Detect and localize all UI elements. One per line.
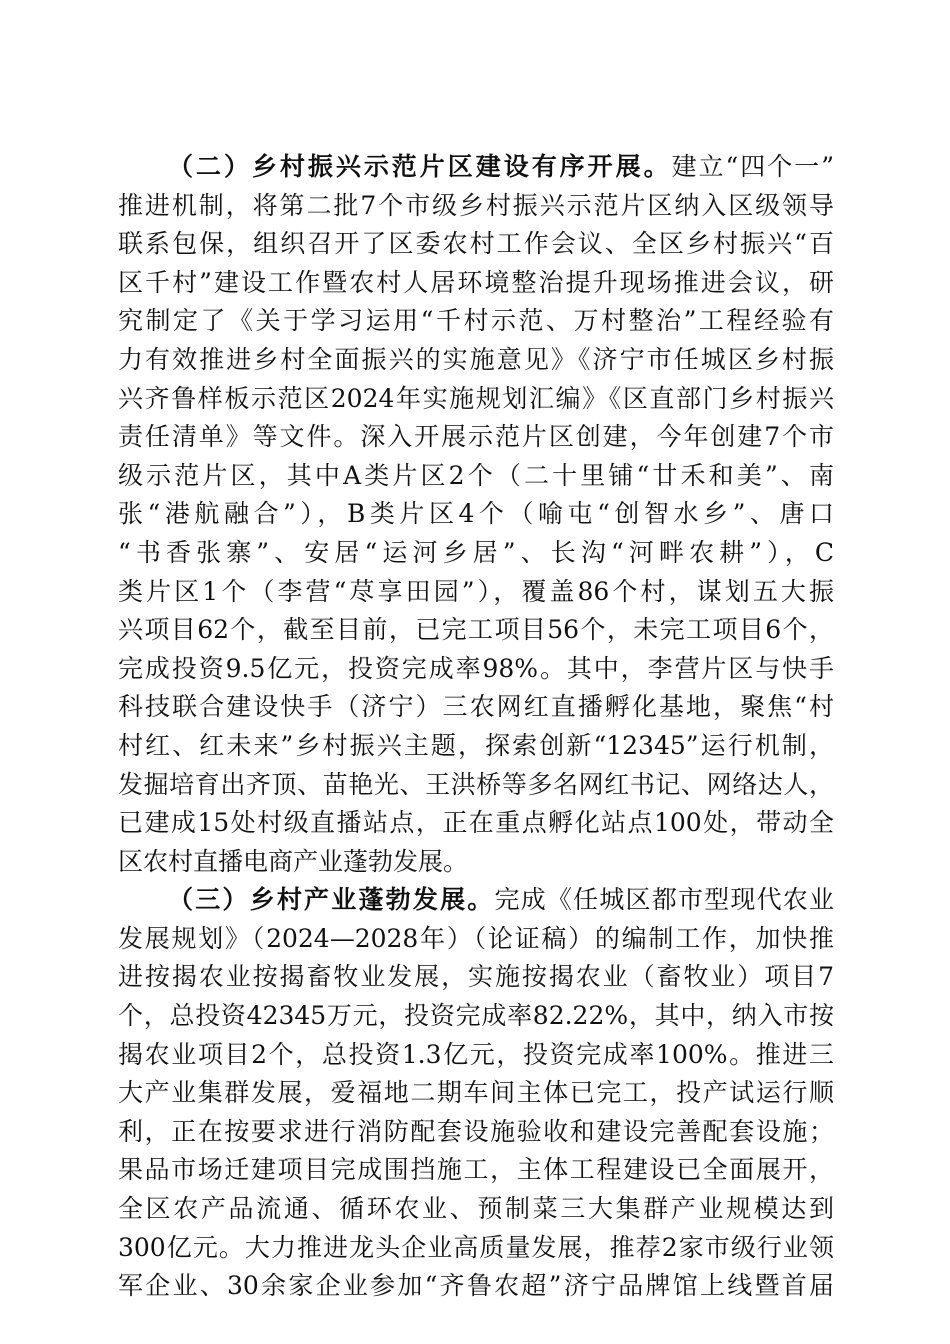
paragraph-2-line-2: 发展规划》（2024—2028年）（论证稿）的编制工作，加快推 — [118, 923, 834, 953]
section-heading-2: （二）乡村振兴示范片区建设有序开展。 — [168, 152, 672, 181]
paragraph-1-line-17: 发掘培育出齐顶、苗艳光、王洪桥等多名网红书记、网络达人， — [118, 769, 834, 799]
paragraph-1-line-3: 联系包保，组织召开了区委农村工作会议、全区乡村振兴“百 — [118, 229, 834, 259]
paragraph-2-line-9: 全区农产品流通、循环农业、预制菜三大集群产业规模达到 — [118, 1194, 834, 1224]
paragraph-1-line-11: “书香张寨”、安居“运河乡居”、长沟“河畔农耕”），C — [118, 537, 834, 567]
paragraph-1-first-line — [118, 148, 834, 187]
section-heading-3: （三）乡村产业蓬勃发展。 — [168, 885, 495, 915]
document-body — [118, 148, 834, 1306]
paragraph-2-first-line — [118, 881, 834, 920]
paragraph-2-line-7: 利，正在按要求进行消防配套设施验收和建设完善配套设施； — [118, 1116, 834, 1146]
paragraph-2-line-3: 进按揭农业按揭畜牧业发展，实施按揭农业（畜牧业）项目7 — [118, 962, 834, 992]
paragraph-1-line-16: 村红、红未来”乡村振兴主题，探索创新“12345”运行机制， — [118, 730, 834, 760]
paragraph-2-line-1: 完成《任城区都市型现代农业 — [494, 885, 834, 915]
paragraph-2-line-8: 果品市场迁建项目完成围挡施工，主体工程建设已全面展开， — [118, 1155, 834, 1185]
paragraph-1-line-15: 科技联合建设快手（济宁）三农网红直播孵化基地，聚焦“村 — [118, 692, 834, 722]
paragraph-1-line-6: 力有效推进乡村全面振兴的实施意见》《济宁市任城区乡村振 — [118, 344, 834, 374]
paragraph-1-line-4: 区千村”建设工作暨农村人居环境整治提升现场推进会议，研 — [118, 267, 834, 297]
paragraph-2-line-4: 个，总投资42345万元，投资完成率82.22%，其中，纳入市按 — [118, 1001, 834, 1031]
paragraph-1-line-8: 责任清单》等文件。深入开展示范片区创建，今年创建7个市 — [118, 422, 834, 452]
paragraph-1 — [118, 148, 834, 881]
paragraph-1-line-18: 已建成15处村级直播站点，正在重点孵化站点100处，带动全 — [118, 808, 834, 838]
paragraph-1-line-10: 张“港航融合”），B类片区4个（喻屯“创智水乡”、唐口 — [118, 499, 834, 529]
paragraph-1-line-9: 级示范片区，其中A类片区2个（二十里铺“廿禾和美”、南 — [118, 460, 834, 490]
paragraph-2-line-6: 大产业集群发展，爱福地二期车间主体已完工，投产试运行顺 — [118, 1078, 834, 1108]
paragraph-1-line-1: 建立“四个一” — [671, 152, 834, 181]
paragraph-1-line-12: 类片区1个（李营“荩享田园”），覆盖86个村，谋划五大振 — [118, 576, 834, 606]
paragraph-2 — [118, 881, 834, 1306]
paragraph-1-line-14: 完成投资9.5亿元，投资完成率98%。其中，李营片区与快手 — [118, 653, 834, 683]
paragraph-2-line-10: 300亿元。大力推进龙头企业高质量发展，推荐2家市级行业领 — [118, 1232, 834, 1262]
paragraph-1-line-19: 区农村直播电商产业蓬勃发展。 — [118, 846, 469, 876]
paragraph-1-line-7: 兴齐鲁样板示范区2024年实施规划汇编》《区直部门乡村振兴 — [118, 383, 834, 413]
paragraph-2-line-11: 军企业、30余家企业参加“齐鲁农超”济宁品牌馆上线暨首届 — [118, 1271, 834, 1301]
paragraph-1-line-2: 推进机制，将第二批7个市级乡村振兴示范片区纳入区级领导 — [118, 190, 834, 220]
paragraph-1-line-5: 究制定了《关于学习运用“千村示范、万村整治”工程经验有 — [118, 306, 834, 336]
paragraph-1-line-13: 兴项目62个，截至目前，已完工项目56个，未完工项目6个， — [118, 615, 834, 645]
paragraph-2-line-5: 揭农业项目2个，总投资1.3亿元，投资完成率100%。推进三 — [118, 1039, 834, 1069]
